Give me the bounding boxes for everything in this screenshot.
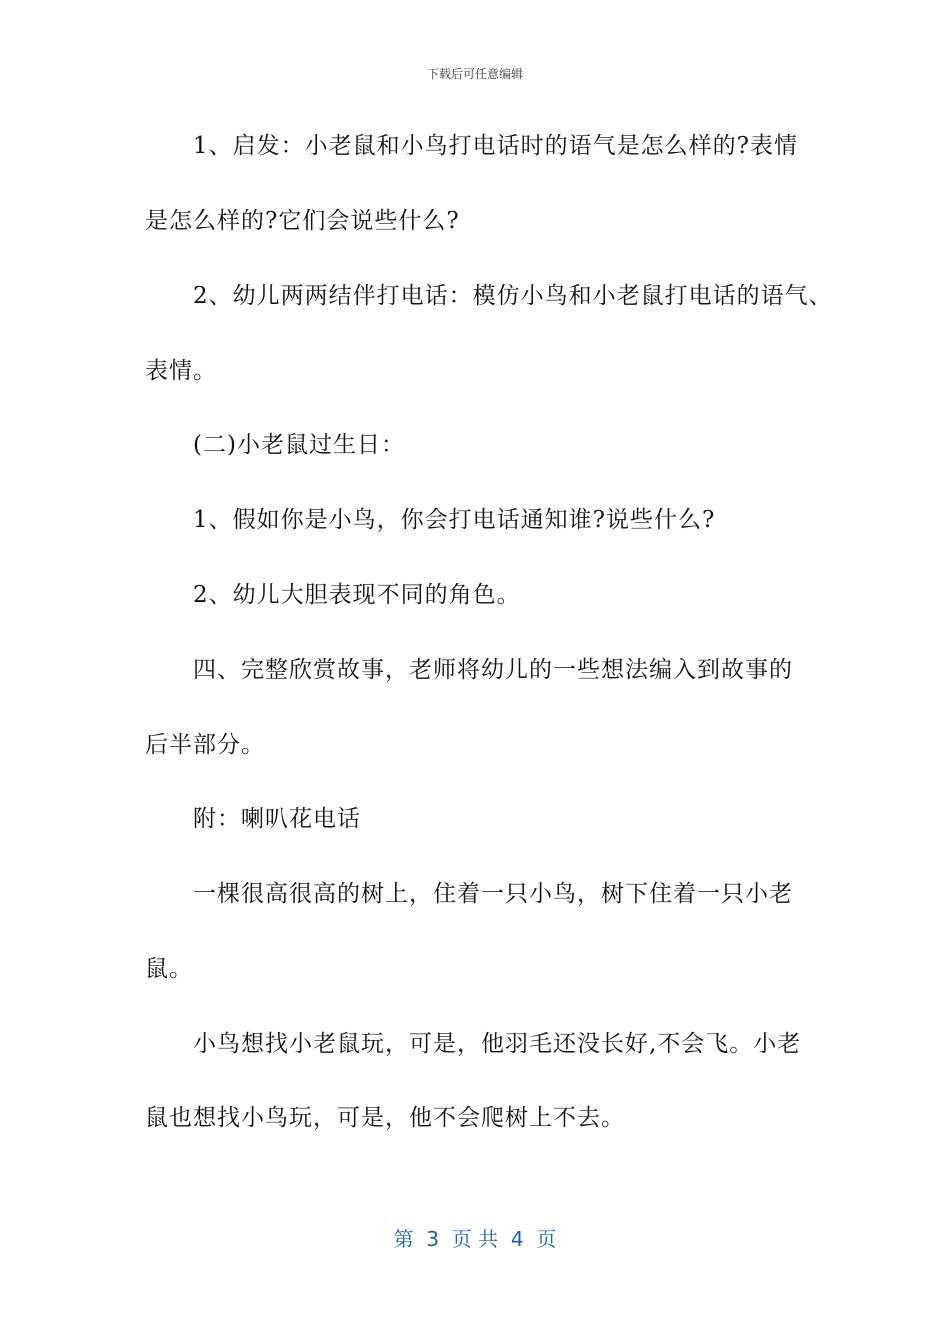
paragraph-line: 表情。 (145, 358, 217, 384)
paragraph-line: 四、完整欣赏故事，老师将幼儿的一些想法编入到故事的 (193, 657, 793, 683)
page-number-footer: 第 3 页 共 4 页 (393, 1227, 557, 1251)
paragraph-line: 附：喇叭花电话 (193, 806, 361, 832)
paragraph-line: 后半部分。 (145, 732, 265, 758)
paragraph-line: 一棵很高很高的树上，住着一只小鸟，树下住着一只小老 (193, 881, 793, 907)
paragraph-line: 鼠也想找小鸟玩，可是，他不会爬树上不去。 (145, 1105, 625, 1131)
paragraph-line: 小鸟想找小老鼠玩，可是，他羽毛还没长好,不会飞。小老 (193, 1031, 802, 1057)
paragraph-line: 鼠。 (145, 956, 193, 982)
paragraph-line: (二)小老鼠过生日： (193, 432, 405, 458)
page-header: 下载后可任意编辑 (426, 67, 523, 81)
paragraph-line: 2、幼儿大胆表现不同的角色。 (193, 582, 521, 608)
paragraph-line: 2、幼儿两两结伴打电话：模仿小鸟和小老鼠打电话的语气、 (193, 283, 833, 309)
paragraph-line: 1、启发：小老鼠和小鸟打电话时的语气是怎么样的?表情 (193, 133, 798, 159)
paragraph-line: 是怎么样的?它们会说些什么? (145, 208, 460, 234)
paragraph-line: 1、假如你是小鸟，你会打电话通知谁?说些什么? (193, 507, 716, 533)
